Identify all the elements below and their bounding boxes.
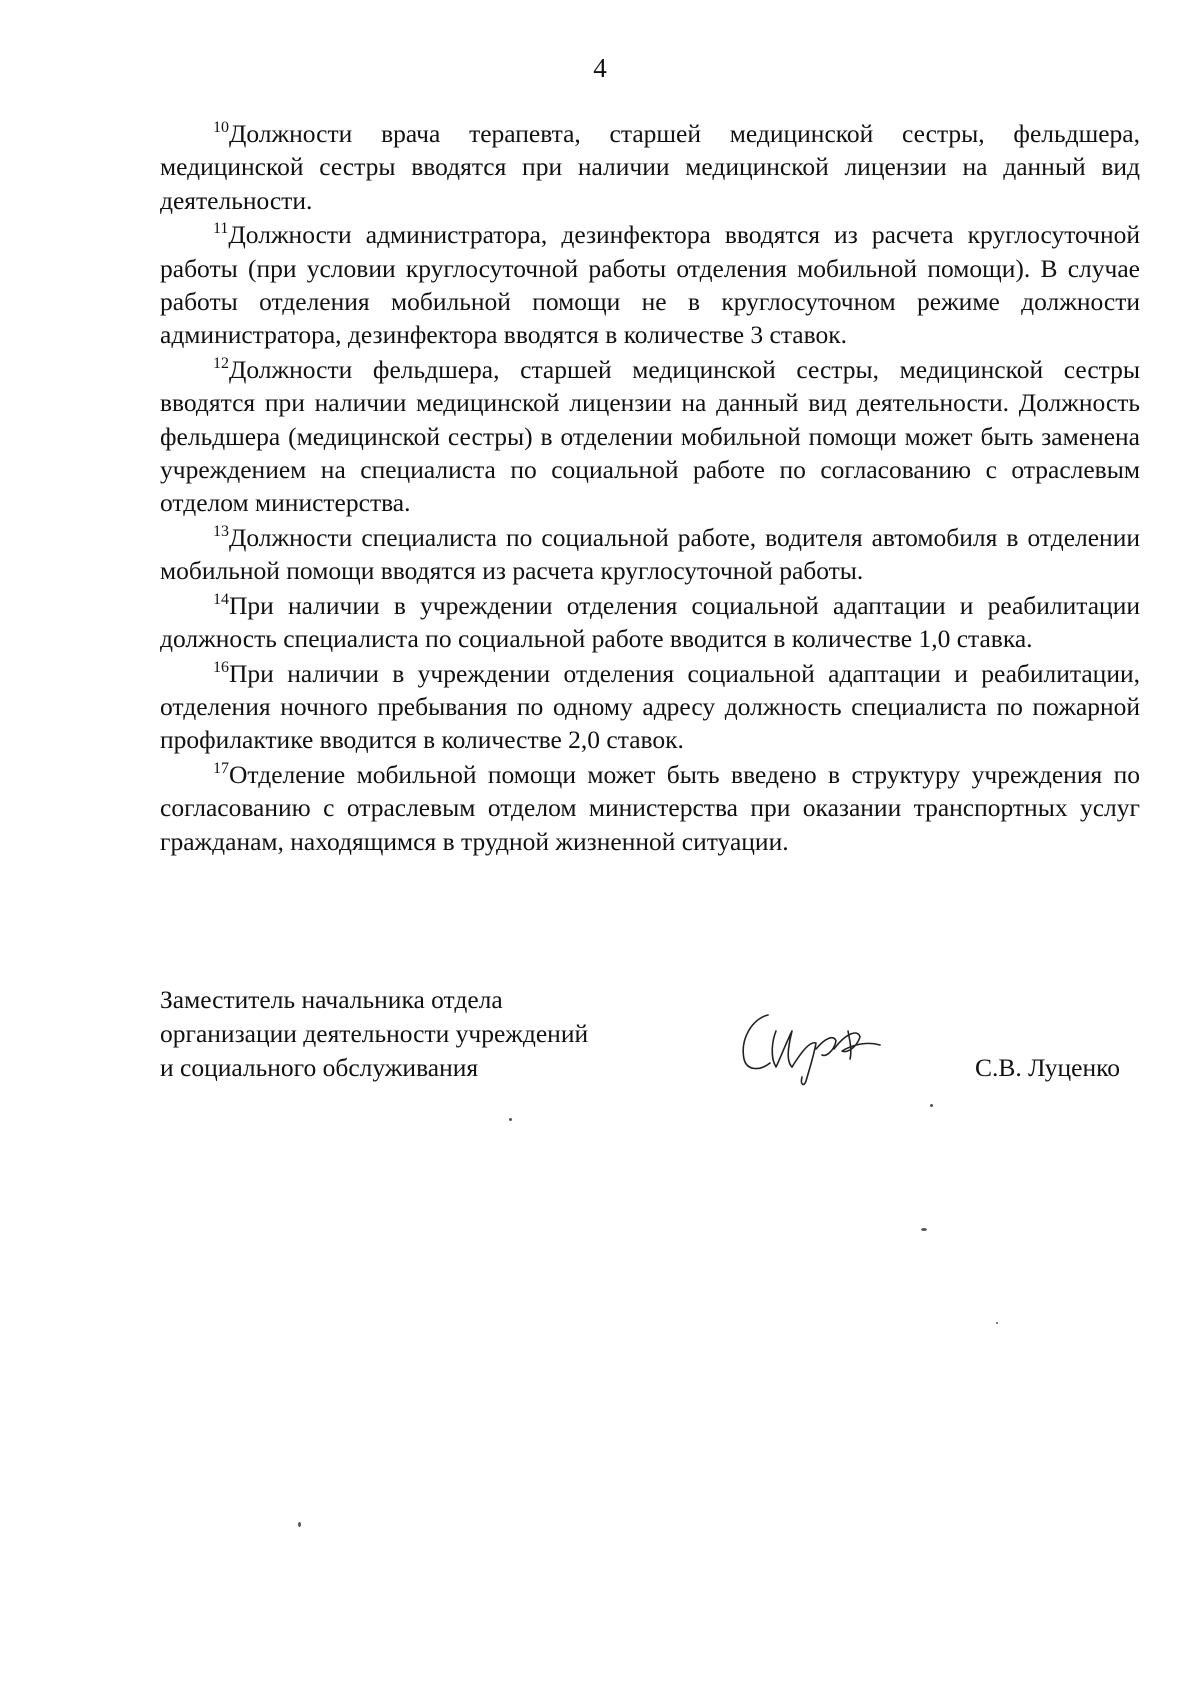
footnote-number: 13 [213,522,229,540]
footnote-number: 16 [213,658,229,676]
scan-speck [930,1104,933,1107]
footnote-text: Должности фельдшера, старшей медицинской сестры, медицинской сестры вводятся при наличии медицинской лицензии на данный вид деятельности. Должность фельдшера (медицинской сестры) в отделении мобильной помощи может быть заменена учреждением на специалиста по социальной работе по согласованию с отраслевым отделом министерства. [160,354,1140,518]
footnote-number: 17 [213,759,229,777]
footnote-text: Отделение мобильной помощи может быть введено в структуру учреждения по согласованию с отраслевым отделом министерства при оказании транспортных услуг гражданам, находящимся в трудной жизненной ситуации. [160,759,1140,856]
scan-speck [509,1118,512,1121]
footnote-10 [160,117,1140,217]
footnote-14 [160,589,1140,656]
footnote-text: При наличии в учреждении отделения социальной адаптации и реабилитации должность специалиста по социальной работе вводится в количестве 1,0 ставка. [160,590,1140,654]
footnote-12 [160,353,1140,520]
signer-title [160,983,588,1085]
footnote-number: 10 [213,119,229,136]
footnote-11 [160,218,1140,352]
footnote-number: 14 [213,590,229,608]
footnote-number: 12 [213,354,229,372]
footnote-13 [160,521,1140,588]
footnote-text: При наличии в учреждении отделения социальной адаптации и реабилитации, отделения ночного пребывания по одному адресу должность специалиста по пожарной профилактике вводится в количестве 2,0 ставок. [160,658,1140,755]
footnote-text: Должности врача терапевта, старшей медицинской сестры, фельдшера, медицинской сестры вводятся при наличии медицинской лицензии на данный вид деятельности. [160,119,1140,215]
page-number: 4 [593,53,607,83]
footnote-text: Должности специалиста по социальной работе, водителя автомобиля в отделении мобильной помощи вводятся из расчета круглосуточной работы. [160,522,1140,586]
signature-block [160,983,1140,1103]
handwritten-signature [730,1001,900,1087]
footnotes-list [160,117,1140,859]
footnote-16 [160,657,1140,757]
scan-speck [921,1228,927,1231]
signer-name: С.В. Луценко [974,1053,1120,1082]
signer-title-line: и социального обслуживания [160,1053,479,1082]
footnote-text: Должности администратора, дезинфектора вводятся из расчета круглосуточной работы (при условии круглосуточной работы отделения мобильной помощи). В случае работы отделения мобильной помощи не в круглосуточном режиме должности администратора, дезинфектора вводятся в количестве 3 ставок. [160,220,1140,350]
signer-title-line: Заместитель начальника отдела [160,985,503,1014]
signer-title-line: организации деятельности учреждений [160,1019,589,1048]
footnote-17 [160,758,1140,858]
footnote-number: 11 [213,220,229,238]
scan-speck [298,1522,301,1527]
scan-speck [996,1322,998,1324]
